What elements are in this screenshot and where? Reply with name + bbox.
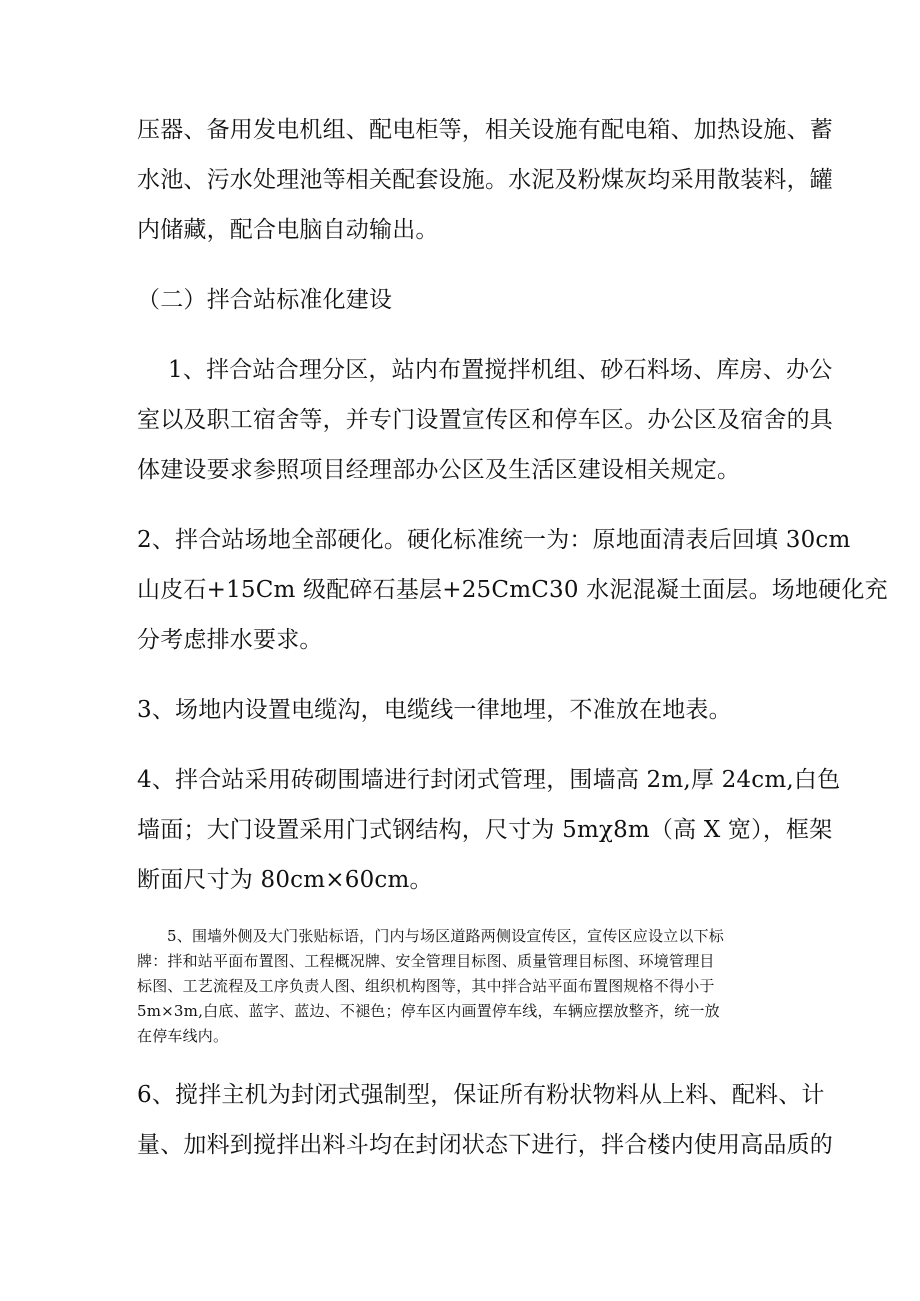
- item-2-line-1: 2、拌合站场地全部硬化。硬化标准统一为：原地面清表后回填 30cm: [137, 527, 851, 553]
- item-5-line-2: 牌：拌和站平面布置图、工程概况牌、安全管理目标图、质量管理目标图、环境管理目: [137, 952, 715, 970]
- item-2-line-3: 分考虑排水要求。: [137, 627, 323, 653]
- item-4-line-1: 4、拌合站采用砖砌围墙进行封闭式管理，围墙高 2m,厚 24cm,白色: [137, 767, 841, 793]
- item-4-line-2: 墙面；大门设置采用门式钢结构，尺寸为 5mχ8m（高 X 宽），框架: [137, 817, 833, 843]
- item-5-line-5: 在停车线内。: [137, 1027, 229, 1045]
- item-1-line-2: 室以及职工宿舍等，并专门设置宣传区和停车区。办公区及宿舍的具: [137, 407, 833, 433]
- section-heading: （二）拌合站标准化建设: [137, 287, 393, 313]
- item-2-line-2: 山皮石+15Cm 级配碎石基层+25CmC30 水泥混凝土面层。场地硬化充: [137, 577, 888, 603]
- item-6-line-1: 6、搅拌主机为封闭式强制型，保证所有粉状物料从上料、配料、计: [137, 1082, 825, 1108]
- item-5-line-1: 5、围墙外侧及大门张贴标语，门内与场区道路两侧设宣传区，宣传区应设立以下标: [167, 927, 724, 945]
- item-1-line-1: 1、拌合站合理分区，站内布置搅拌机组、砂石料场、库房、办公: [168, 357, 833, 383]
- intro-line-1: 压器、备用发电机组、配电柜等，相关设施有配电箱、加热设施、蓄: [137, 117, 833, 143]
- intro-line-3: 内储藏，配合电脑自动输出。: [137, 217, 439, 243]
- item-5-line-4: 5m×3m,白底、蓝字、蓝边、不褪色；停车区内画置停车线，车辆应摆放整齐，统一放: [137, 1002, 720, 1020]
- item-3-line-1: 3、场地内设置电缆沟，电缆线一律地埋，不准放在地表。: [137, 697, 732, 723]
- intro-line-2: 水池、污水处理池等相关配套设施。水泥及粉煤灰均采用散装料，罐: [137, 167, 833, 193]
- item-1-line-3: 体建设要求参照项目经理部办公区及生活区建设相关规定。: [137, 457, 741, 483]
- item-4-line-3: 断面尺寸为 80cm×60cm。: [137, 867, 433, 893]
- item-6-line-2: 量、加料到搅拌出料斗均在封闭状态下进行，拌合楼内使用高品质的: [137, 1132, 833, 1158]
- item-5-line-3: 标图、工艺流程及工序负责人图、组织机构图等，其中拌合站平面布置图规格不得小于: [137, 977, 715, 995]
